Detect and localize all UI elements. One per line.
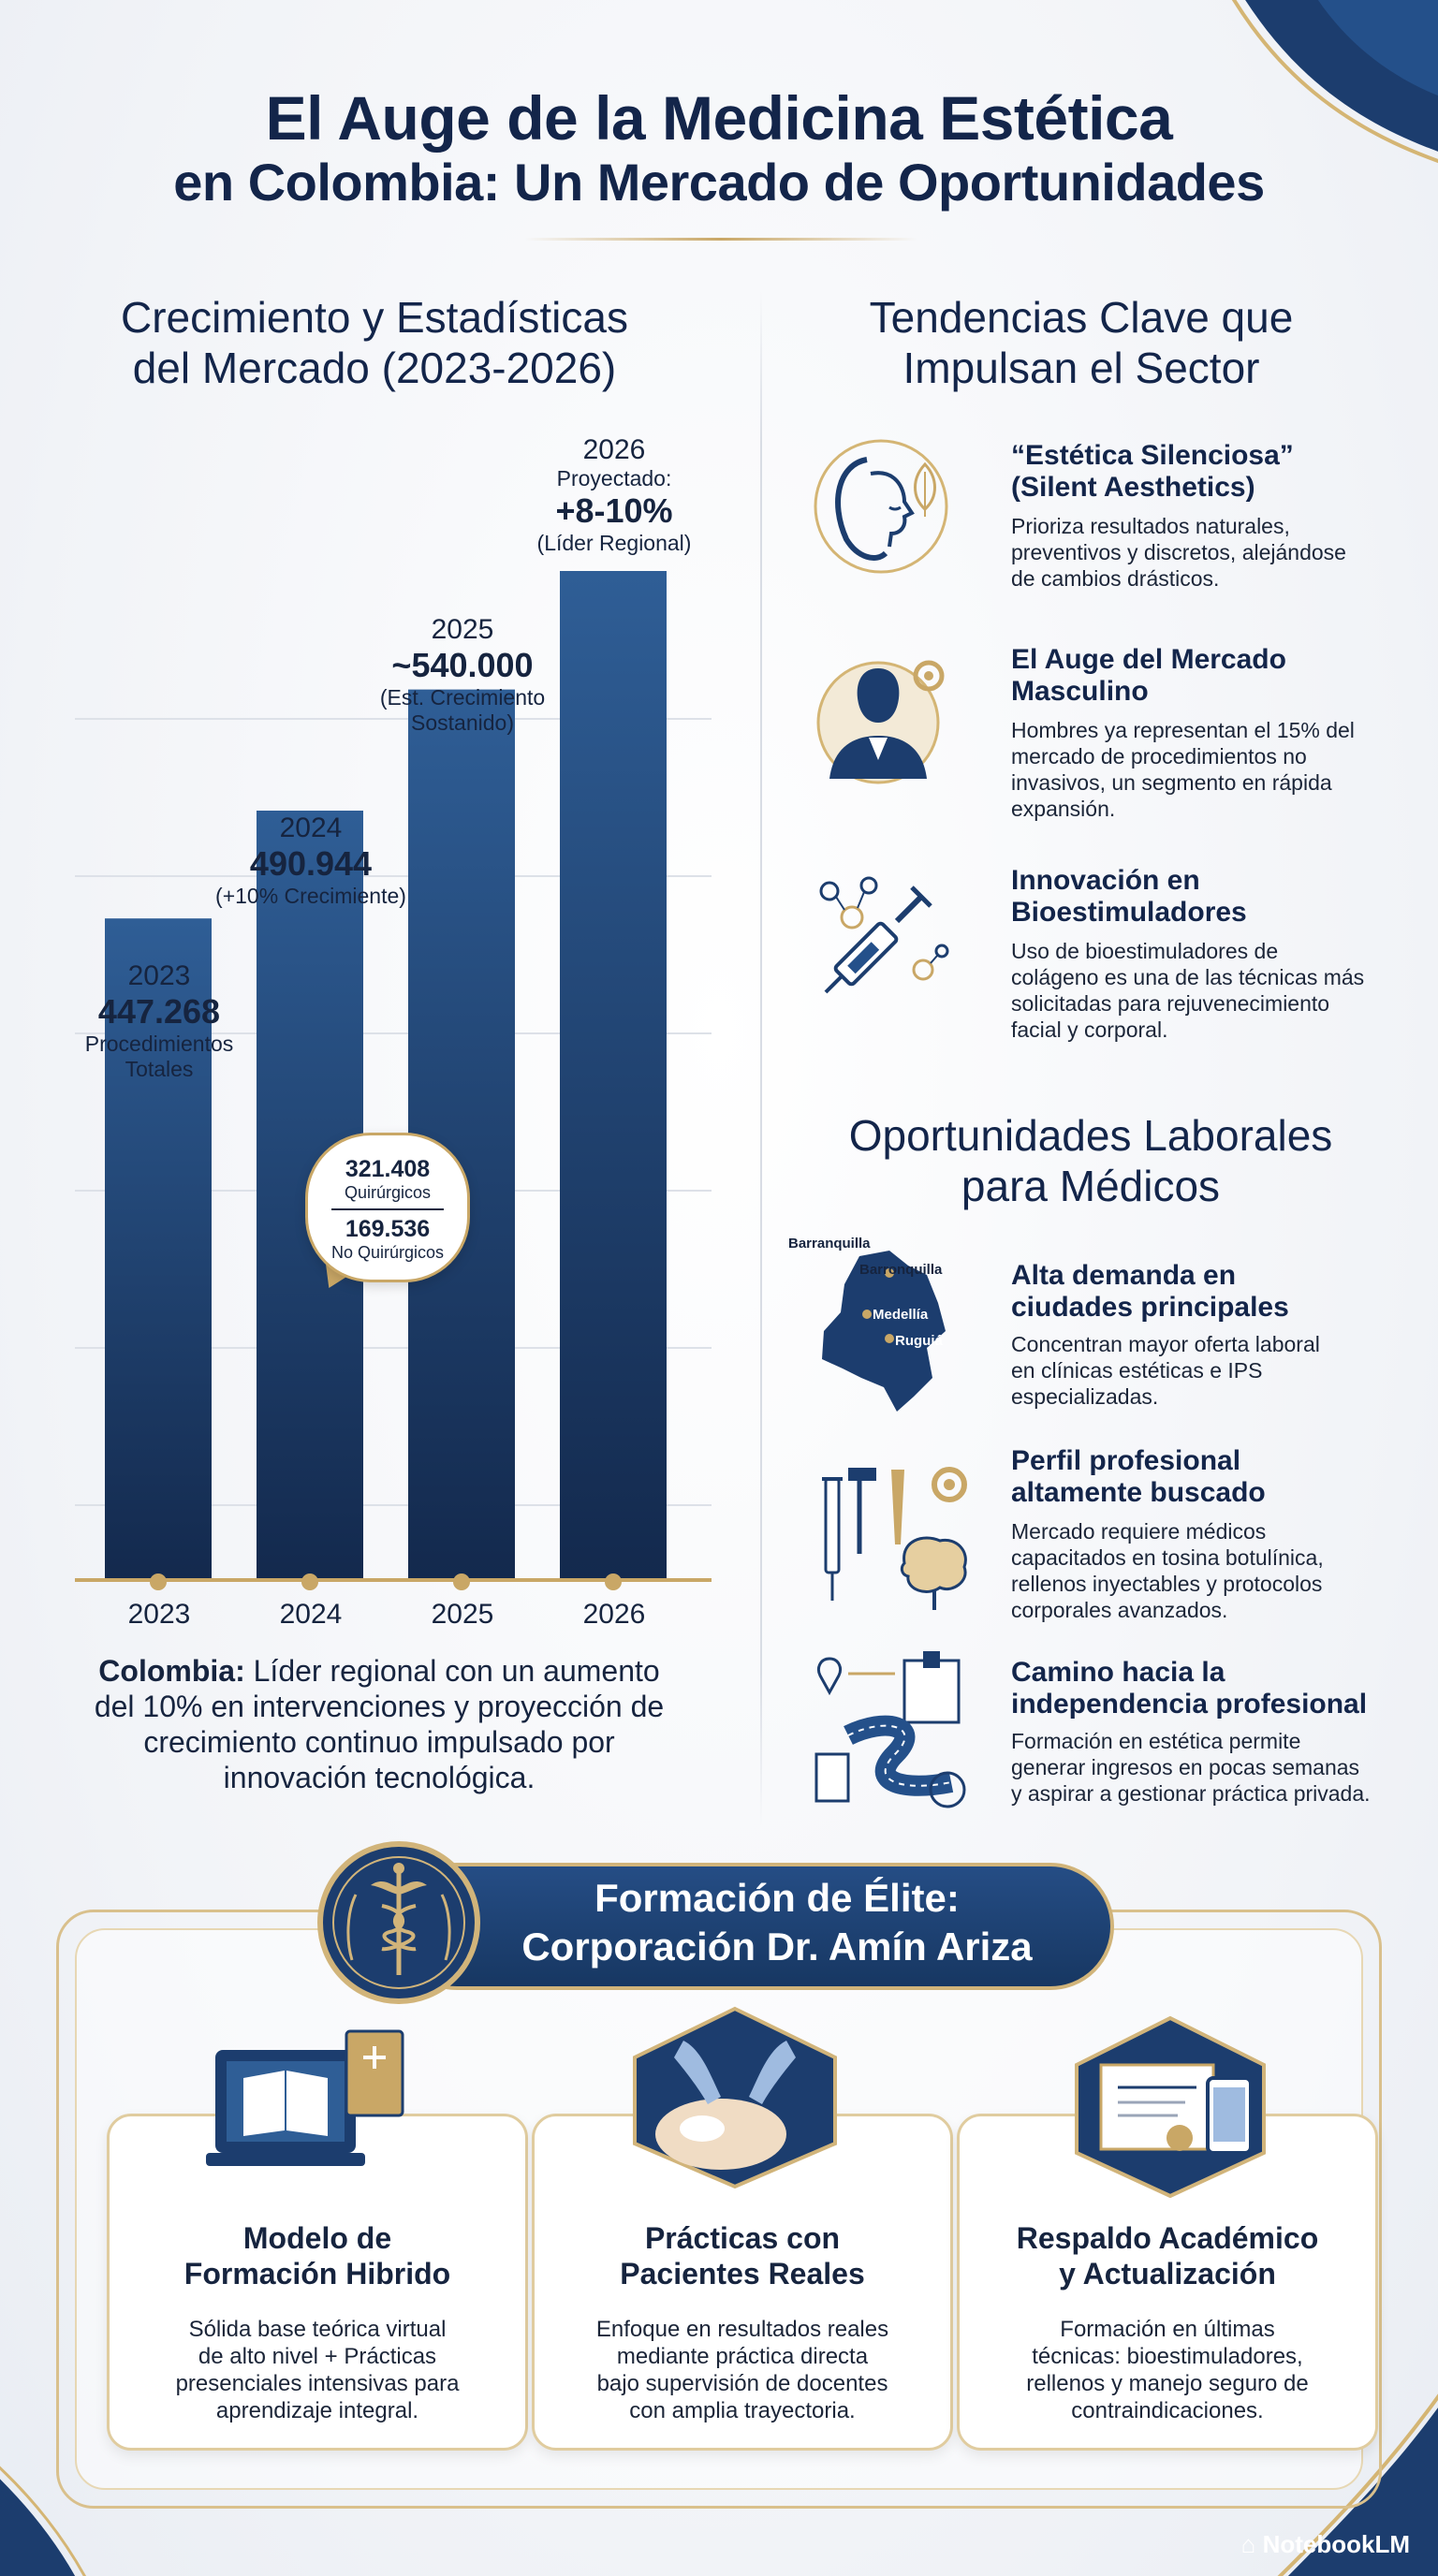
bar-label-value: ~540.000	[391, 646, 534, 684]
job-desc-line: especializadas.	[1011, 1384, 1159, 1409]
colombia-note-text: Líder regional con un aumento del 10% en intervenciones y proyección de crecimiento continuo impulsado por innovación tecnológica.	[94, 1654, 665, 1794]
woman-profile-icon	[811, 436, 951, 577]
bar-label-year: 2023	[127, 960, 191, 991]
trend-desc-line: solicitadas para rejuvenecimiento	[1011, 991, 1330, 1016]
map-label-city: Medellía	[873, 1307, 929, 1323]
card-title-line: y Actualización	[1059, 2257, 1276, 2291]
job-desc-line: corporales avanzados.	[1011, 1598, 1228, 1622]
card-desc-line: Formación en últimas	[1060, 2317, 1275, 2342]
procedure-breakdown-bubble	[305, 1133, 470, 1282]
bar-label-note: Sostanido)	[411, 710, 514, 735]
trend-desc-line: de cambios drásticos.	[1011, 566, 1220, 591]
trend-title-line: (Silent Aesthetics)	[1011, 472, 1255, 503]
man-silhouette-gear-icon	[811, 648, 951, 788]
card-desc-line: presenciales intensivas para	[175, 2371, 460, 2396]
bar-label-year: 2024	[279, 812, 343, 843]
jobs-title-line-2: para Médicos	[961, 1162, 1221, 1210]
bar-label-year: 2026	[582, 434, 646, 465]
title-gold-rule	[524, 238, 917, 241]
card-3-desc	[957, 2316, 1378, 2424]
map-label-city: Barronquilla	[859, 1262, 943, 1278]
card-desc-line: con amplia trayectoria.	[629, 2398, 856, 2423]
bar-label-note: Procedimientos	[84, 1032, 234, 1056]
job-title-line: altamente buscado	[1011, 1477, 1266, 1508]
laptop-book-icon	[206, 2012, 412, 2200]
trends-section-title	[786, 292, 1376, 393]
trend-3-title	[1011, 865, 1247, 929]
banner-line-1: Formación de Élite:	[594, 1876, 960, 1920]
trend-title-line: “Estética Silenciosa”	[1011, 440, 1294, 471]
medical-tools-brain-icon	[811, 1451, 979, 1619]
card-1-title	[107, 2220, 528, 2291]
card-desc-line: mediante práctica directa	[616, 2344, 869, 2369]
job-3-title	[1011, 1657, 1367, 1720]
map-label-city: Ruguiá	[895, 1333, 943, 1349]
job-desc-line: rellenos inyectables y protocolos	[1011, 1572, 1323, 1596]
card-title-line: Modelo de	[242, 2221, 392, 2255]
trend-title-line: El Auge del Mercado	[1011, 644, 1286, 675]
market-section-title	[37, 292, 712, 393]
bar-label-2025	[360, 614, 565, 736]
caduceus-emblem-icon	[315, 1838, 483, 2007]
card-title-line: Pacientes Reales	[620, 2257, 865, 2291]
card-desc-line: bajo supervisión de docentes	[596, 2371, 888, 2396]
card-2-desc	[532, 2316, 953, 2424]
trend-1-title	[1011, 440, 1294, 504]
trend-title-line: Bioestimuladores	[1011, 897, 1247, 928]
nonsurgical-value: 169.536	[345, 1216, 431, 1242]
jobs-title-line-1: Oportunidades Laborales	[848, 1111, 1333, 1160]
road-clinic-money-icon	[811, 1651, 979, 1810]
bubble-separator	[331, 1208, 444, 1210]
bar-label-value: 447.268	[97, 992, 221, 1031]
job-title-line: ciudades principales	[1011, 1292, 1289, 1323]
bar-2026	[560, 571, 667, 1580]
bar-label-value: +8-10%	[555, 491, 673, 530]
card-2-title	[532, 2220, 953, 2291]
job-2-desc	[1011, 1518, 1404, 1623]
bar-label-2026	[511, 434, 717, 556]
card-desc-line: Enfoque en resultados reales	[595, 2317, 889, 2342]
card-title-line: Formación Hibrido	[183, 2257, 451, 2291]
trends-title-line-2: Impulsan el Sector	[902, 344, 1260, 392]
job-desc-line: y aspirar a gestionar práctica privada.	[1011, 1781, 1371, 1806]
job-title-line: Perfil profesional	[1011, 1445, 1241, 1476]
nonsurgical-label: No Quirúrgicos	[330, 1243, 445, 1262]
bar-label-2024	[208, 812, 414, 909]
card-1-desc	[107, 2316, 528, 2424]
job-desc-line: en clínicas estéticas e IPS	[1011, 1358, 1263, 1383]
bar-label-value: 490.944	[249, 844, 373, 883]
syringe-molecule-icon	[811, 867, 951, 1007]
trend-desc-line: invasivos, un segmento en rápida	[1011, 770, 1332, 795]
trend-desc-line: Prioriza resultados naturales,	[1011, 514, 1290, 538]
trend-desc-line: preventivos y discretos, alejándose	[1011, 540, 1346, 564]
colombia-note-bold: Colombia:	[98, 1654, 245, 1688]
bar-label-note: (+10% Crecimiente)	[215, 884, 406, 908]
card-title-line: Respaldo Académico	[1016, 2221, 1319, 2255]
card-desc-line: contraindicaciones.	[1071, 2398, 1264, 2423]
x-axis-label: 2025	[431, 1599, 494, 1630]
bar-label-note: Totales	[125, 1057, 194, 1081]
notebooklm-brand: NotebookLM	[1262, 2530, 1410, 2558]
certificate-tablet-icon	[1067, 2012, 1273, 2200]
job-desc-line: Formación en estética permite	[1011, 1729, 1301, 1753]
job-title-line: Camino hacia la	[1011, 1657, 1225, 1688]
card-desc-line: Sólida base teórica virtual	[188, 2317, 447, 2342]
trend-2-title	[1011, 644, 1286, 708]
x-axis-label: 2024	[279, 1599, 343, 1630]
bar-label-note: (Est. Crecimiento	[379, 685, 546, 710]
page-title-line-1: El Auge de la Medicina Estética	[265, 83, 1173, 153]
market-title-line-2: del Mercado (2023-2026)	[132, 344, 617, 392]
colombia-summary-note	[75, 1653, 683, 1795]
bar-label-note: (Líder Regional)	[536, 531, 692, 555]
trend-1-desc	[1011, 513, 1404, 592]
trend-desc-line: Hombres ya representan el 15% del	[1011, 718, 1355, 742]
bar-label-2023	[56, 960, 262, 1082]
job-title-line: Alta demanda en	[1011, 1260, 1237, 1291]
job-3-desc	[1011, 1728, 1404, 1807]
trend-desc-line: mercado de procedimientos no	[1011, 744, 1307, 768]
bar-label-year: 2025	[431, 614, 494, 645]
job-desc-line: generar ingresos en pocas semanas	[1011, 1755, 1360, 1779]
bar-label-pre: Proyectado:	[556, 466, 672, 490]
card-desc-line: de alto nivel + Prácticas	[198, 2344, 437, 2369]
banner-line-2: Corporación Dr. Amín Ariza	[521, 1925, 1033, 1969]
trend-title-line: Innovación en	[1011, 865, 1200, 896]
jobs-section-title	[786, 1110, 1395, 1211]
job-1-title	[1011, 1260, 1289, 1324]
map-label-city: Barranquilla	[788, 1236, 871, 1251]
x-axis-label: 2023	[127, 1599, 191, 1630]
market-title-line-1: Crecimiento y Estadísticas	[121, 293, 628, 342]
notebooklm-watermark: ⌂ NotebookLM	[1240, 2530, 1410, 2558]
trend-desc-line: Uso de bioestimuladores de	[1011, 939, 1279, 963]
card-desc-line: rellenos y manejo seguro de	[1026, 2371, 1309, 2396]
card-desc-line: aprendizaje integral.	[215, 2398, 419, 2423]
job-desc-line: Concentran mayor oferta laboral	[1011, 1332, 1320, 1356]
surgical-value: 321.408	[345, 1156, 431, 1182]
card-3-title	[957, 2220, 1378, 2291]
gloved-hands-patient-icon	[618, 2003, 852, 2190]
card-title-line: Prácticas con	[644, 2221, 841, 2255]
card-desc-line: técnicas: bioestimuladores,	[1032, 2344, 1303, 2369]
trend-3-desc	[1011, 938, 1404, 1043]
trend-desc-line: facial y corporal.	[1011, 1017, 1168, 1042]
trend-desc-line: colágeno es una de las técnicas más	[1011, 965, 1365, 989]
trend-title-line: Masculino	[1011, 676, 1149, 707]
trends-title-line-1: Tendencias Clave que	[869, 293, 1294, 342]
trend-desc-line: expansión.	[1011, 797, 1116, 821]
surgical-label: Quirúrgicos	[344, 1183, 432, 1202]
job-2-title	[1011, 1445, 1266, 1509]
trend-2-desc	[1011, 717, 1404, 822]
job-desc-line: Mercado requiere médicos	[1011, 1519, 1267, 1544]
column-divider	[760, 290, 762, 1825]
job-title-line: independencia profesional	[1011, 1689, 1368, 1720]
x-axis-label: 2026	[582, 1599, 646, 1630]
job-1-desc	[1011, 1331, 1404, 1410]
page-title-line-2: en Colombia: Un Mercado de Oportunidades	[173, 153, 1265, 212]
job-desc-line: capacitados en tosina botulínica,	[1011, 1545, 1324, 1570]
